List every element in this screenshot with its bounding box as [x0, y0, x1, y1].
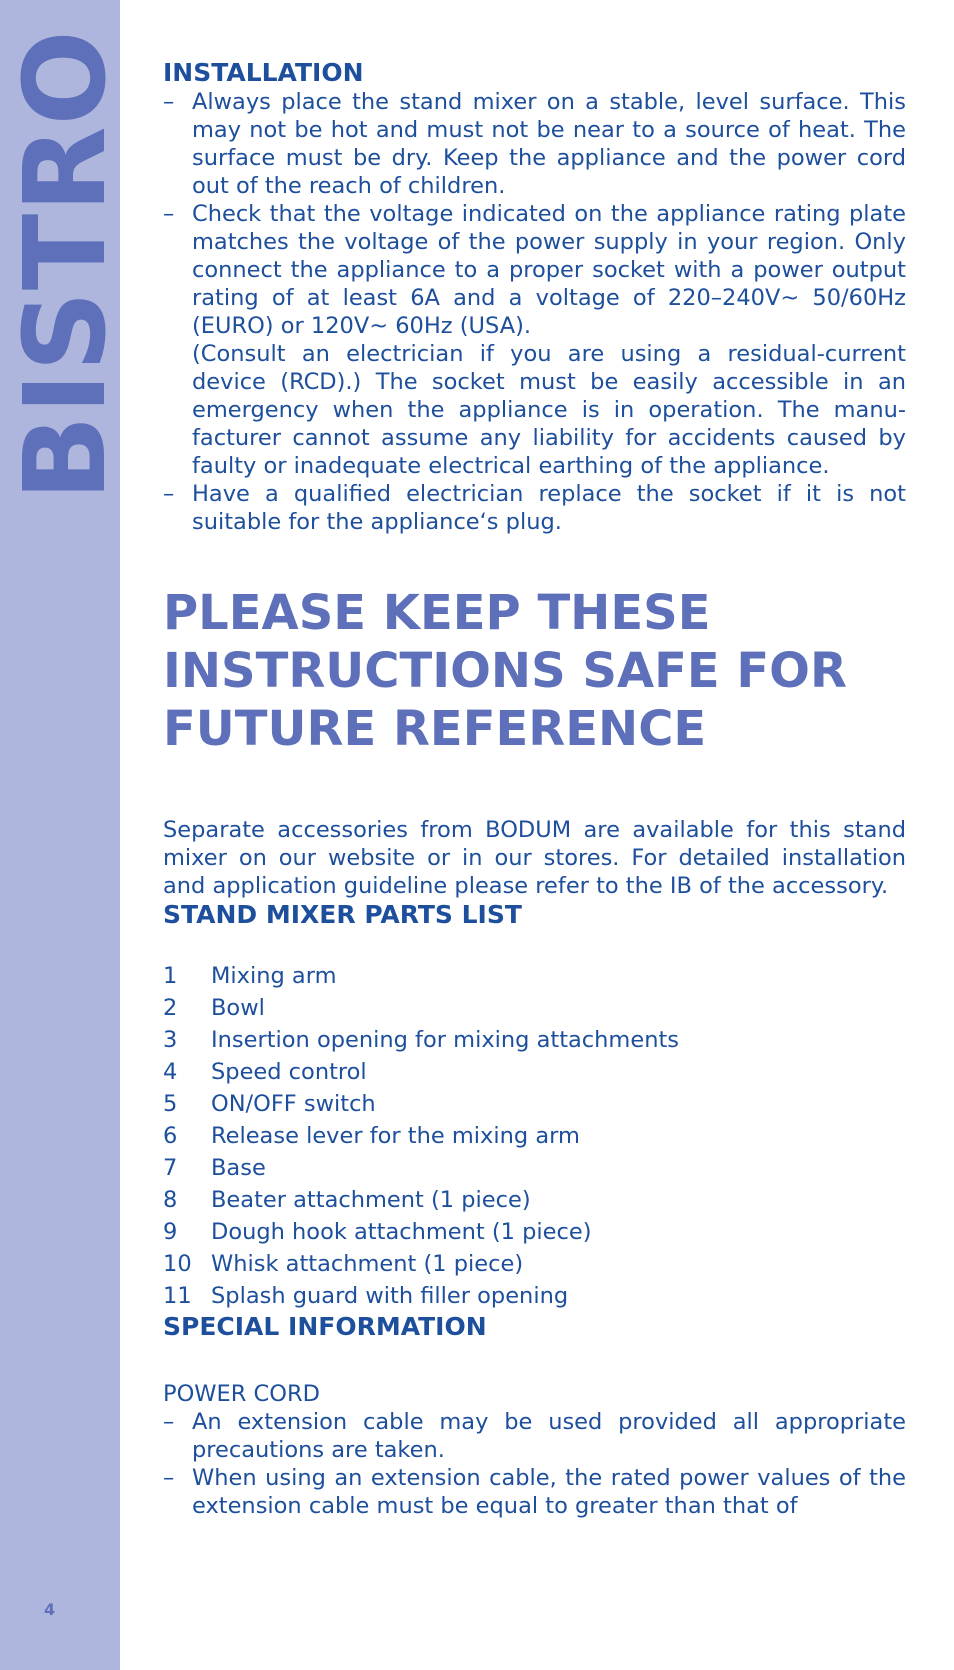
parts-list-item: [163, 992, 906, 1024]
list-item: [163, 1464, 906, 1520]
list-item: [163, 1408, 906, 1464]
part-number: 9: [163, 1219, 178, 1245]
installation-heading: INSTALLATION: [163, 58, 364, 87]
special-information-heading: SPECIAL INFORMATION: [163, 1312, 487, 1341]
notice-line: INSTRUCTIONS SAFE FOR: [163, 643, 847, 699]
part-label: Bowl: [211, 995, 265, 1021]
part-label: Beater attachment (1 piece): [211, 1187, 531, 1213]
notice-line: PLEASE KEEP THESE: [163, 585, 711, 641]
part-label: ON/OFF switch: [211, 1091, 376, 1117]
parts-list-item: [163, 1280, 906, 1312]
power-cord-list: [163, 1408, 906, 1520]
part-number: 6: [163, 1123, 178, 1149]
list-item-text: – Always place the stand mixer on a stable, level surface. This may not be hot and must not be near to a source of heat. The surface must be dry. Keep the appliance and the power cord out of the reach of children.: [192, 89, 906, 199]
list-item-text: – An extension cable may be used provided all appropriate precautions are taken.: [192, 1409, 906, 1463]
parts-list-item: [163, 1120, 906, 1152]
list-item-text: – When using an extension cable, the rated power values of the extension cable must be equal to greater than that of: [192, 1465, 906, 1519]
keep-instructions-notice: [163, 584, 906, 758]
part-label: Dough hook attachment (1 piece): [211, 1219, 592, 1245]
list-item: [163, 480, 906, 536]
parts-list-item: [163, 960, 906, 992]
part-number: 10: [163, 1251, 192, 1277]
part-label: Speed control: [211, 1059, 367, 1085]
part-number: 2: [163, 995, 178, 1021]
part-number: 1: [163, 963, 178, 989]
power-cord-subheading: POWER CORD: [163, 1381, 320, 1407]
installation-list: [163, 88, 906, 536]
part-label: Base: [211, 1155, 266, 1181]
parts-list-item: [163, 1248, 906, 1280]
part-number: 11: [163, 1283, 192, 1309]
part-label: Release lever for the mixing arm: [211, 1123, 580, 1149]
part-number: 8: [163, 1187, 178, 1213]
part-number: 3: [163, 1027, 178, 1053]
parts-list: [163, 960, 906, 1312]
accessories-paragraph: Separate accessories from BODUM are available for this stand mixer on our website or in our stores. For detailed installation and application guideline please refer to the IB of the accessory.: [163, 817, 906, 899]
sidebar: [0, 0, 131, 1670]
brand-logo: BISTRO: [1, 29, 131, 501]
list-item-text: – Check that the voltage indicated on the appliance rating plate matches the voltage of the power supply in your region. Only connect the appliance to a proper socket with a power output rating of at least 6A and a voltage of 220–240V~ 50/60Hz (EURO) or 120V~ 60Hz (USA).: [192, 201, 906, 339]
list-item: [163, 88, 906, 200]
part-number: 5: [163, 1091, 178, 1117]
parts-list-item: [163, 1056, 906, 1088]
part-label: Insertion opening for mixing attachments: [211, 1027, 679, 1053]
notice-line: FUTURE REFERENCE: [163, 701, 707, 757]
parts-list-item: [163, 1152, 906, 1184]
list-item-text: (Consult an electrician if you are using a residual-current device (RCD).) The socket must be easily accessible in an emergency when the appliance is in operation. The manu-facturer cannot assume any liability for accidents caused by faulty or inadequate electrical earthing of the appliance.: [192, 341, 906, 479]
part-number: 4: [163, 1059, 178, 1085]
page-number: 4: [44, 1600, 56, 1619]
parts-list-item: [163, 1088, 906, 1120]
part-label: Mixing arm: [211, 963, 337, 989]
parts-list-item: [163, 1216, 906, 1248]
part-label: Whisk attachment (1 piece): [211, 1251, 524, 1277]
page-content: [163, 58, 906, 1520]
parts-list-item: [163, 1184, 906, 1216]
parts-list-heading: STAND MIXER PARTS LIST: [163, 900, 522, 929]
list-item-text: – Have a qualified electrician replace the socket if it is not suitable for the appliance‘s plug.: [192, 481, 906, 535]
list-item: [163, 200, 906, 480]
parts-list-item: [163, 1024, 906, 1056]
part-label: Splash guard with filler opening: [211, 1283, 569, 1309]
part-number: 7: [163, 1155, 178, 1181]
